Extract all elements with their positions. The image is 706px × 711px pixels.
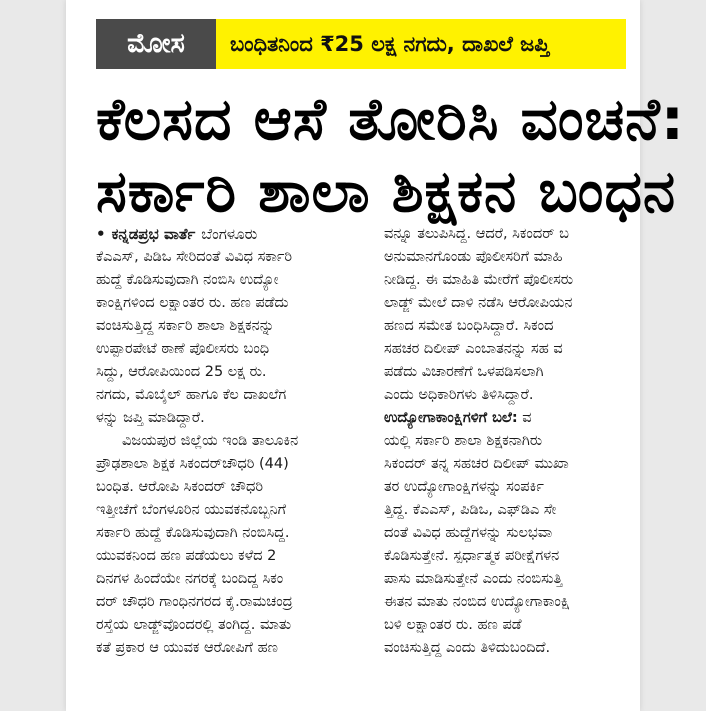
- text-line: ಲಾಡ್ಜ್ ಮೇಲೆ ದಾಳಿ ನಡೆಸಿ ಆರೋಪಿಯನ: [384, 295, 573, 311]
- bullet-icon: •: [96, 225, 106, 243]
- kicker-line: ಬಂಧಿತನಿಂದ ₹25 ಲಕ್ಷ ನಗದು, ದಾಖಲೆ ಜಪ್ತಿ: [216, 19, 626, 69]
- text-line: ಕೊಡಿಸುತ್ತೇನೆ. ಸ್ಪರ್ಧಾತ್ಮಕ ಪರೀಕ್ಷೆಗಳನ: [384, 548, 560, 564]
- text-line: ಬಂಧಿತ. ಆರೋಪಿ ಸಿಕಂದರ್ ಚೌಧರಿ: [96, 479, 263, 495]
- text-line: ನೀಡಿದ್ದ. ಈ ಮಾಹಿತಿ ಮೇರೆಗೆ ಪೊಲೀಸರು: [384, 272, 574, 288]
- text-line: ಸರ್ಕಾರಿ ಹುದ್ದೆ ಕೊಡಿಸುವುದಾಗಿ ನಂಬಿಸಿದ್ದ.: [96, 525, 290, 541]
- subheading-line: [384, 407, 626, 430]
- text-line: ಕಾಂಕ್ಷಿಗಳಿಂದ ಲಕ್ಷಾಂತರ ರು. ಹಣ ಪಡೆದು: [96, 295, 289, 311]
- left-column: [96, 223, 346, 660]
- text-line: ಯುವಕನಿಂದ ಹಣ ಪಡೆಯಲು ಕಳೆದ 2: [96, 548, 277, 564]
- text-line: ವಂಚಿಸುತ್ತಿದ್ದ ಸರ್ಕಾರಿ ಶಾಲಾ ಶಿಕ್ಷಕನನ್ನು: [96, 318, 275, 334]
- subheading: ಉದ್ಯೋಗಾಕಾಂಕ್ಷಿಗಳಿಗೆ ಬಲೆ:: [384, 410, 518, 426]
- text-line: ಪಡೆದು ವಿಚಾರಣೆಗೆ ಒಳಪಡಿಸಲಾಗಿ: [384, 364, 544, 380]
- byline-place: ಬೆಂಗಳೂರು: [201, 225, 258, 243]
- text-line: ವಂಚಿಸುತ್ತಿದ್ದ ಎಂದು ತಿಳಿದುಬಂದಿದೆ.: [384, 640, 551, 656]
- text-line: ಹುದ್ದೆ ಕೊಡಿಸುವುದಾಗಿ ನಂಬಿಸಿ ಉದ್ಯೋ: [96, 272, 279, 288]
- text-line: ರಸ್ತೆಯ ಲಾಡ್ಜ್‌ವೊಂದರಲ್ಲಿ ತಂಗಿದ್ದ. ಮಾತು: [96, 617, 292, 633]
- text-line: ಉಪ್ಪಾರಪೇಟೆ ಠಾಣೆ ಪೊಲೀಸರು ಬಂಧಿ: [96, 341, 270, 357]
- section-tag: ಮೋಸ: [96, 19, 216, 69]
- subheading-continuation: ವ: [517, 410, 532, 426]
- headline: [96, 83, 685, 227]
- text-line: ಅನುಮಾನಗೊಂಡು ಪೊಲೀಸರಿಗೆ ಮಾಹಿ: [384, 249, 563, 265]
- text-line: ವನ್ನೂ ತಲುಪಿಸಿದ್ದ. ಆದರೆ, ಸಿಕಂದರ್ ಬ: [384, 226, 569, 242]
- news-article: [96, 19, 685, 711]
- byline-brand: ಕನ್ನಡಪ್ರಭ ವಾರ್ತೆ: [111, 225, 196, 243]
- newspaper-page: [66, 0, 685, 711]
- text-line: ಪ್ರೌಢಶಾಲಾ ಶಿಕ್ಷಕ ಸಿಕಂದರ್‌ಚೌಧರಿ (44): [96, 456, 289, 472]
- text-line: ಪಾಸು ಮಾಡಿಸುತ್ತೇನೆ ಎಂದು ನಂಬಿಸುತ್ತಿ: [384, 571, 563, 587]
- text-line: ನಗದು, ಮೊಬೈಲ್ ಹಾಗೂ ಕೆಲ ದಾಖಲೆಗ: [96, 387, 287, 403]
- text-line: ಸಹಚರ ದಿಲೀಪ್ ಎಂಬಾತನನ್ನು ಸಹ ವ: [384, 341, 563, 357]
- headline-line-1: ಕೆಲಸದ ಆಸೆ ತೋರಿಸಿ ವಂಚನೆ:: [96, 85, 685, 153]
- text-line: ತರ ಉದ್ಯೋಗಾಂಕ್ಷಿಗಳನ್ನು ಸಂಪರ್ಕಿ: [384, 479, 544, 495]
- text-line: ಳನ್ನು ಜಪ್ತಿ ಮಾಡಿದ್ದಾರೆ.: [96, 410, 205, 426]
- text-line: ಬಳಿ ಲಕ್ಷಾಂತರ ರು. ಹಣ ಪಡೆ: [384, 617, 522, 633]
- text-line: ದಿನಗಳ ಹಿಂದೆಯೇ ನಗರಕ್ಕೆ ಬಂದಿದ್ದ ಸಿಕಂ: [96, 571, 284, 587]
- text-line: ಯಲ್ಲಿ ಸರ್ಕಾರಿ ಶಾಲಾ ಶಿಕ್ಷಕನಾಗಿರು: [384, 433, 543, 449]
- text-line: ದರ್ ಚೌಧರಿ ಗಾಂಧಿನಗರದ ಕೈ.ರಾಮಚಂದ್ರ: [96, 594, 293, 610]
- byline: [96, 223, 346, 246]
- text-line: ಹಣದ ಸಮೇತ ಬಂಧಿಸಿದ್ದಾರೆ. ಸಿಕಂದ: [384, 318, 554, 334]
- text-line: ಈತನ ಮಾತು ನಂಬಿದ ಉದ್ಯೋಗಾಕಾಂಕ್ಷಿ: [384, 594, 570, 610]
- text-line: ಕೆಎಎಸ್, ಪಿಡಿಒ ಸೇರಿದಂತೆ ವಿವಿಧ ಸರ್ಕಾರಿ: [96, 249, 293, 265]
- text-line: ಸಿದ್ದು, ಆರೋಪಿಯಿಂದ 25 ಲಕ್ಷ ರು.: [96, 364, 267, 380]
- right-column: [384, 223, 626, 660]
- text-line: ಕತೆ ಪ್ರಕಾರ ಆ ಯುವಕ ಆರೋಪಿಗೆ ಹಣ: [96, 640, 278, 656]
- header-strip: [96, 19, 626, 69]
- text-line: ಸಿಕಂದರ್ ತನ್ನ ಸಹಚರ ದಿಲೀಪ್ ಮುಖಾ: [384, 456, 569, 472]
- text-line: ವಿಜಯಪುರ ಜಿಲ್ಲೆಯ ಇಂಡಿ ತಾಲೂಕಿನ: [122, 433, 299, 449]
- text-line: ಎಂದು ಅಧಿಕಾರಿಗಳು ತಿಳಿಸಿದ್ದಾರೆ.: [384, 387, 534, 403]
- text-line: ಇತ್ತೀಚೆಗೆ ಬೆಂಗಳೂರಿನ ಯುವಕನೊಬ್ಬನಿಗೆ: [96, 502, 287, 518]
- text-line: ದಂತೆ ವಿವಿಧ ಹುದ್ದೆಗಳನ್ನು ಸುಲಭವಾ: [384, 525, 553, 541]
- text-line: ತ್ತಿದ್ದ. ಕೆಎಎಸ್, ಪಿಡಿಒ, ಎಫ್‌ಡಿಎ ಸೇ: [384, 502, 557, 518]
- headline-line-2: ಸರ್ಕಾರಿ ಶಾಲಾ ಶಿಕ್ಷಕನ ಬಂಧನ: [96, 157, 677, 225]
